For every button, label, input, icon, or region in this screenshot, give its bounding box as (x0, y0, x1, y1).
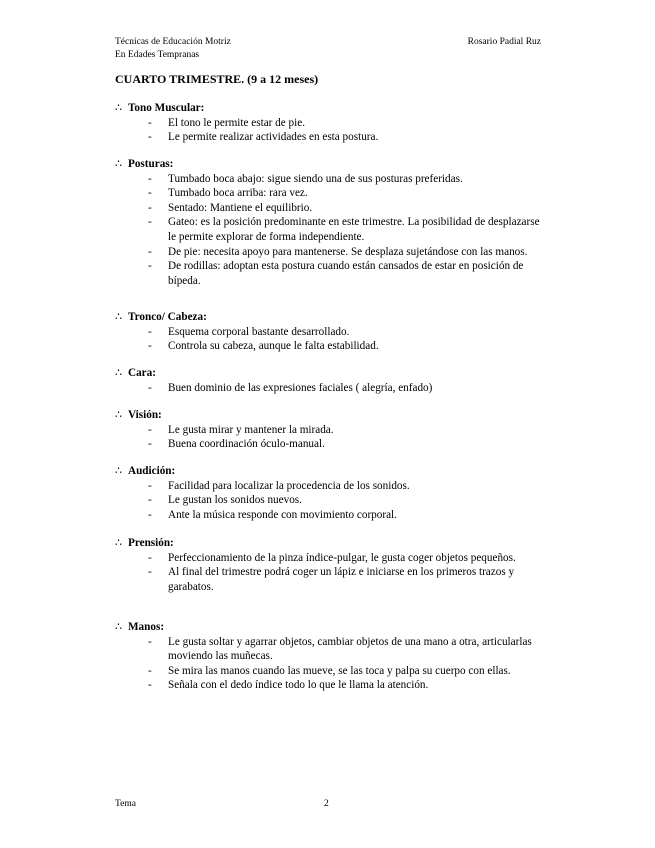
dash-bullet: - (148, 172, 152, 185)
therefore-icon: ∴ (115, 367, 123, 379)
list-item: - Sentado: Mantiene el equilibrio. (148, 201, 313, 214)
section-heading (115, 310, 545, 325)
section-heading-text: Visión: (128, 409, 162, 421)
list-item: - Se mira las manos cuando las mueve, se las toca y palpa su cuerpo con ellas. (148, 664, 511, 677)
therefore-icon: ∴ (115, 102, 123, 114)
dash-bullet: - (148, 635, 152, 648)
dash-bullet: - (148, 116, 152, 129)
dash-bullet: - (148, 423, 152, 436)
section-heading-text: Cara: (128, 367, 156, 379)
dash-bullet: - (148, 508, 152, 521)
section-heading-text: Prensión: (128, 537, 174, 549)
section-cara (115, 366, 545, 395)
list-item: - Le gusta mirar y mantener la mirada. (148, 423, 334, 436)
dash-bullet: - (148, 340, 152, 353)
section-heading (115, 101, 545, 116)
dash-bullet: - (148, 245, 152, 258)
list-item: - Gateo: es la posición predominante en este trimestre. La posibilidad de desplazarse le permite explorar de forma independiente. (148, 216, 540, 243)
dash-bullet: - (148, 187, 152, 200)
list-item: - De rodillas: adoptan esta postura cuando están cansados de estar en posición de bípeda. (148, 260, 524, 287)
list-item: - El tono le permite estar de pie. (148, 116, 305, 129)
list-item: - Le permite realizar actividades en esta postura. (148, 131, 379, 144)
header-course: Técnicas de Educación Motriz (115, 37, 231, 47)
section-tono-muscular (115, 101, 545, 145)
dash-bullet: - (148, 664, 152, 677)
page-title: CUARTO TRIMESTRE. (9 a 12 meses) (115, 72, 319, 86)
dash-bullet: - (148, 325, 152, 338)
section-heading (115, 620, 545, 635)
section-manos (115, 620, 545, 693)
list-item: - Señala con el dedo índice todo lo que le llama la atención. (148, 679, 429, 692)
dash-bullet: - (148, 679, 152, 692)
dash-bullet: - (148, 381, 152, 394)
therefore-icon: ∴ (115, 158, 123, 170)
section-heading-text: Tono Muscular: (128, 102, 205, 114)
list-item: - Buen dominio de las expresiones faciales ( alegría, enfado) (148, 381, 433, 394)
therefore-icon: ∴ (115, 409, 123, 421)
therefore-icon: ∴ (115, 311, 123, 323)
dash-bullet: - (148, 131, 152, 144)
therefore-icon: ∴ (115, 621, 123, 633)
header-subtitle: En Edades Tempranas (115, 50, 200, 60)
section-heading (115, 408, 545, 423)
dash-bullet: - (148, 566, 152, 579)
header-left (115, 36, 231, 62)
dash-bullet: - (148, 551, 152, 564)
section-heading (115, 366, 545, 381)
section-heading-text: Tronco/ Cabeza: (128, 311, 207, 323)
section-heading (115, 536, 545, 551)
section-heading (115, 464, 545, 479)
list-item: - Controla su cabeza, aunque le falta estabilidad. (148, 340, 379, 353)
dash-bullet: - (148, 494, 152, 507)
therefore-icon: ∴ (115, 465, 123, 477)
list-item: - Facilidad para localizar la procedencia de los sonidos. (148, 479, 410, 492)
section-heading-text: Posturas: (128, 158, 174, 170)
list-item: - Ante la música responde con movimiento corporal. (148, 508, 397, 521)
section-posturas (115, 157, 545, 288)
therefore-icon: ∴ (115, 537, 123, 549)
page-number: 2 (324, 799, 329, 809)
list-item: - Tumbado boca abajo: sigue siendo una de sus posturas preferidas. (148, 172, 463, 185)
dash-bullet: - (148, 438, 152, 451)
section-tronco-cabeza (115, 310, 545, 354)
list-item: - Esquema corporal bastante desarrollado. (148, 325, 350, 338)
section-heading-text: Manos: (128, 621, 165, 633)
section-vision (115, 408, 545, 452)
list-item: - Tumbado boca arriba: rara vez. (148, 187, 308, 200)
list-item: - Perfeccionamiento de la pinza índice-pulgar, le gusta coger objetos pequeños. (148, 551, 516, 564)
section-audicion (115, 464, 545, 522)
list-item: - Buena coordinación óculo-manual. (148, 438, 325, 451)
dash-bullet: - (148, 260, 152, 273)
dash-bullet: - (148, 201, 152, 214)
dash-bullet: - (148, 479, 152, 492)
section-prension (115, 536, 545, 594)
list-item: - Le gustan los sonidos nuevos. (148, 494, 302, 507)
header-author: Rosario Padial Ruz (467, 37, 541, 47)
section-heading-text: Audición: (128, 465, 176, 477)
list-item: - De pie: necesita apoyo para mantenerse. Se desplaza sujetándose con las manos. (148, 245, 528, 258)
dash-bullet: - (148, 216, 152, 229)
list-item: - Le gusta soltar y agarrar objetos, cambiar objetos de una mano a otra, articularlas moviendo las muñecas. (148, 635, 532, 663)
list-item: - Al final del trimestre podrá coger un lápiz e iniciarse en los primeros trazos y garabatos. (148, 566, 515, 593)
footer-label: Tema (115, 799, 136, 809)
section-heading (115, 157, 545, 172)
